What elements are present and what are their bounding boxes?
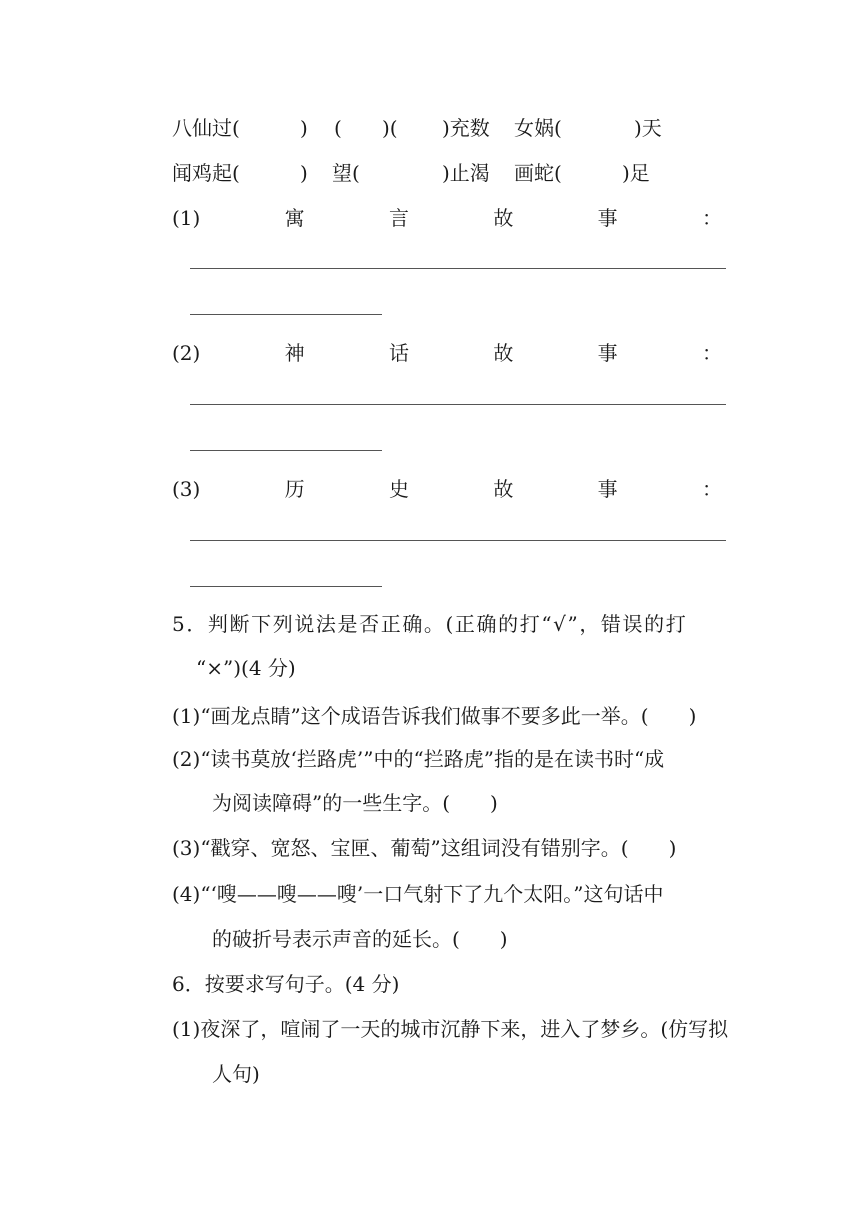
story-char: 事 xyxy=(597,341,618,365)
item-number: (2) xyxy=(172,341,201,365)
story-char: 史 xyxy=(389,477,409,501)
story-type-2 xyxy=(172,343,722,363)
q5-item-1: (1)“画龙点睛”这个成语告诉我们做事不要多此一举。( ) xyxy=(172,704,697,728)
story-char: 故 xyxy=(493,477,514,501)
answer-line[interactable] xyxy=(190,268,726,269)
question-6-title: 6．按要求写句子。(4 分) xyxy=(172,972,400,996)
idiom-text: 女娲( xyxy=(514,116,562,140)
idiom-text: 八仙过( xyxy=(172,116,240,140)
story-char: 事 xyxy=(597,477,618,501)
question-5-title: 5．判断下列说法是否正确。(正确的打“√”，错误的打 xyxy=(172,612,688,636)
idiom-text: 闻鸡起( xyxy=(172,161,240,185)
story-type-3 xyxy=(172,479,722,499)
q5-item-4: (4)“‘嗖——嗖——嗖’一口气射下了九个太阳。”这句话中 xyxy=(172,882,664,906)
idiom-text: 望( xyxy=(332,161,360,185)
item-number: (3) xyxy=(172,477,201,501)
colon: ： xyxy=(701,477,722,501)
answer-line[interactable] xyxy=(190,450,382,451)
answer-line[interactable] xyxy=(190,540,726,541)
story-char: 寓 xyxy=(284,206,305,230)
colon: ： xyxy=(701,341,722,365)
story-char: 故 xyxy=(493,206,514,230)
story-char: 事 xyxy=(597,206,618,230)
q6-item-1: (1)夜深了，喧闹了一天的城市沉静下来，进入了梦乡。(仿写拟 xyxy=(172,1017,729,1041)
idiom-text: )天 xyxy=(634,116,662,140)
story-type-1 xyxy=(172,208,722,228)
story-char: 历 xyxy=(284,477,305,501)
q6-item-1-cont: 人句) xyxy=(212,1062,260,1086)
story-char: 故 xyxy=(493,341,514,365)
colon: ： xyxy=(701,206,722,230)
q5-item-3: (3)“戳穿、宽怒、宝匣、葡萄”这组词没有错别字。( ) xyxy=(172,836,677,860)
idiom-text: )( xyxy=(382,116,398,140)
idiom-text: ( xyxy=(334,116,342,140)
q5-item-4-cont: 的破折号表示声音的延长。( ) xyxy=(212,927,508,951)
idiom-text: ) xyxy=(300,116,308,140)
q5-item-2: (2)“读书莫放‘拦路虎’”中的“拦路虎”指的是在读书时“成 xyxy=(172,747,665,771)
story-char: 话 xyxy=(389,341,409,365)
idiom-text: )足 xyxy=(622,161,650,185)
item-number: (1) xyxy=(172,206,201,230)
idiom-text: )充数 xyxy=(442,116,490,140)
story-char: 言 xyxy=(389,206,409,230)
answer-line[interactable] xyxy=(190,586,382,587)
idiom-text: ) xyxy=(300,161,308,185)
answer-line[interactable] xyxy=(190,314,382,315)
q5-item-2-cont: 为阅读障碍”的一些生字。( ) xyxy=(212,791,498,815)
question-5-title-cont: “×”)(4 分) xyxy=(196,656,296,680)
idiom-text: )止渴 xyxy=(442,161,490,185)
idiom-text: 画蛇( xyxy=(514,161,562,185)
answer-line[interactable] xyxy=(190,404,726,405)
story-char: 神 xyxy=(284,341,305,365)
